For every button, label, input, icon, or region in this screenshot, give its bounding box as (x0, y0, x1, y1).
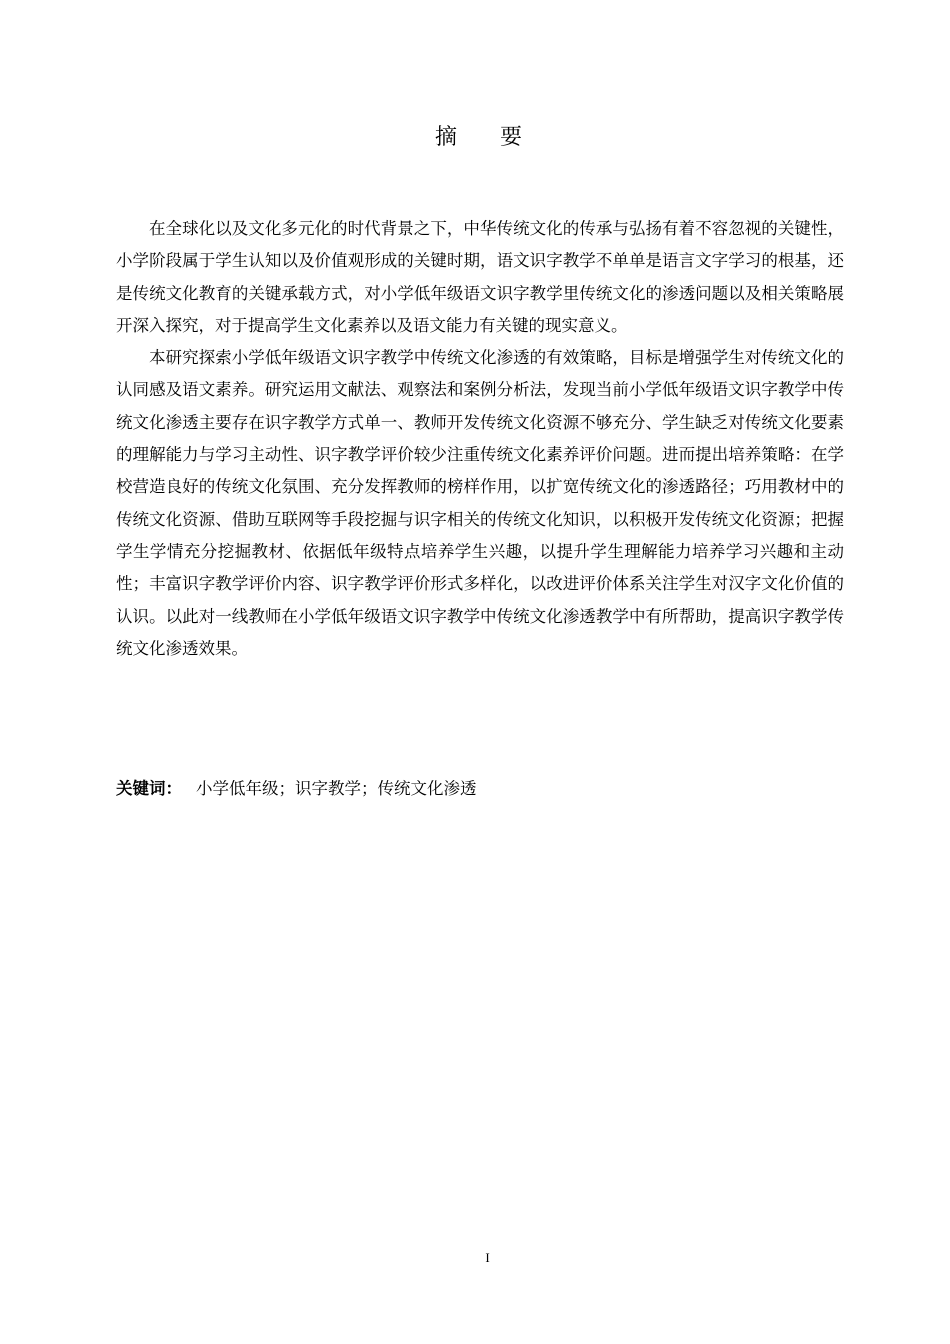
keywords-value: 小学低年级；识字教学；传统文化渗透 (196, 779, 477, 798)
abstract-body (116, 213, 844, 665)
page-number: I (485, 1250, 490, 1265)
keywords-label: 关键词： (116, 779, 182, 798)
page-title: 摘 要 (435, 125, 540, 150)
abstract-paragraph-1: 在全球化以及文化多元化的时代背景之下，中华传统文化的传承与弘扬有着不容忽视的关键性，小学阶段属于学生认知以及价值观形成的关键时期，语文识字教学不单单是语言文字学习的根基，还是传统文化教育的关键承载方式，对小学低年级语文识字教学里传统文化的渗透问题以及相关策略展开深入探究，对于提高学生文化素养以及语文能力有关键的现实意义。 (116, 219, 844, 335)
keywords-line (116, 773, 844, 805)
abstract-paragraph-2: 本研究探索小学低年级语文识字教学中传统文化渗透的有效策略，目标是增强学生对传统文化的认同感及语文素养。研究运用文献法、观察法和案例分析法，发现当前小学低年级语文识字教学中传统文化渗透主要存在识字教学方式单一、教师开发传统文化资源不够充分、学生缺乏对传统文化要素的理解能力与学习主动性、识字教学评价较少注重传统文化素养评价问题。进而提出培养策略：在学校营造良好的传统文化氛围、充分发挥教师的榜样作用，以扩宽传统文化的渗透路径；巧用教材中的传统文化资源、借助互联网等手段挖掘与识字相关的传统文化知识，以积极开发传统文化资源；把握学生学情充分挖掘教材、依据低年级特点培养学生兴趣，以提升学生理解能力培养学习兴趣和主动性；丰富识字教学评价内容、识字教学评价形式多样化，以改进评价体系关注学生对汉字文化价值的认识。以此对一线教师在小学低年级语文识字教学中传统文化渗透教学中有所帮助，提高识字教学传统文化渗透效果。 (116, 348, 844, 658)
